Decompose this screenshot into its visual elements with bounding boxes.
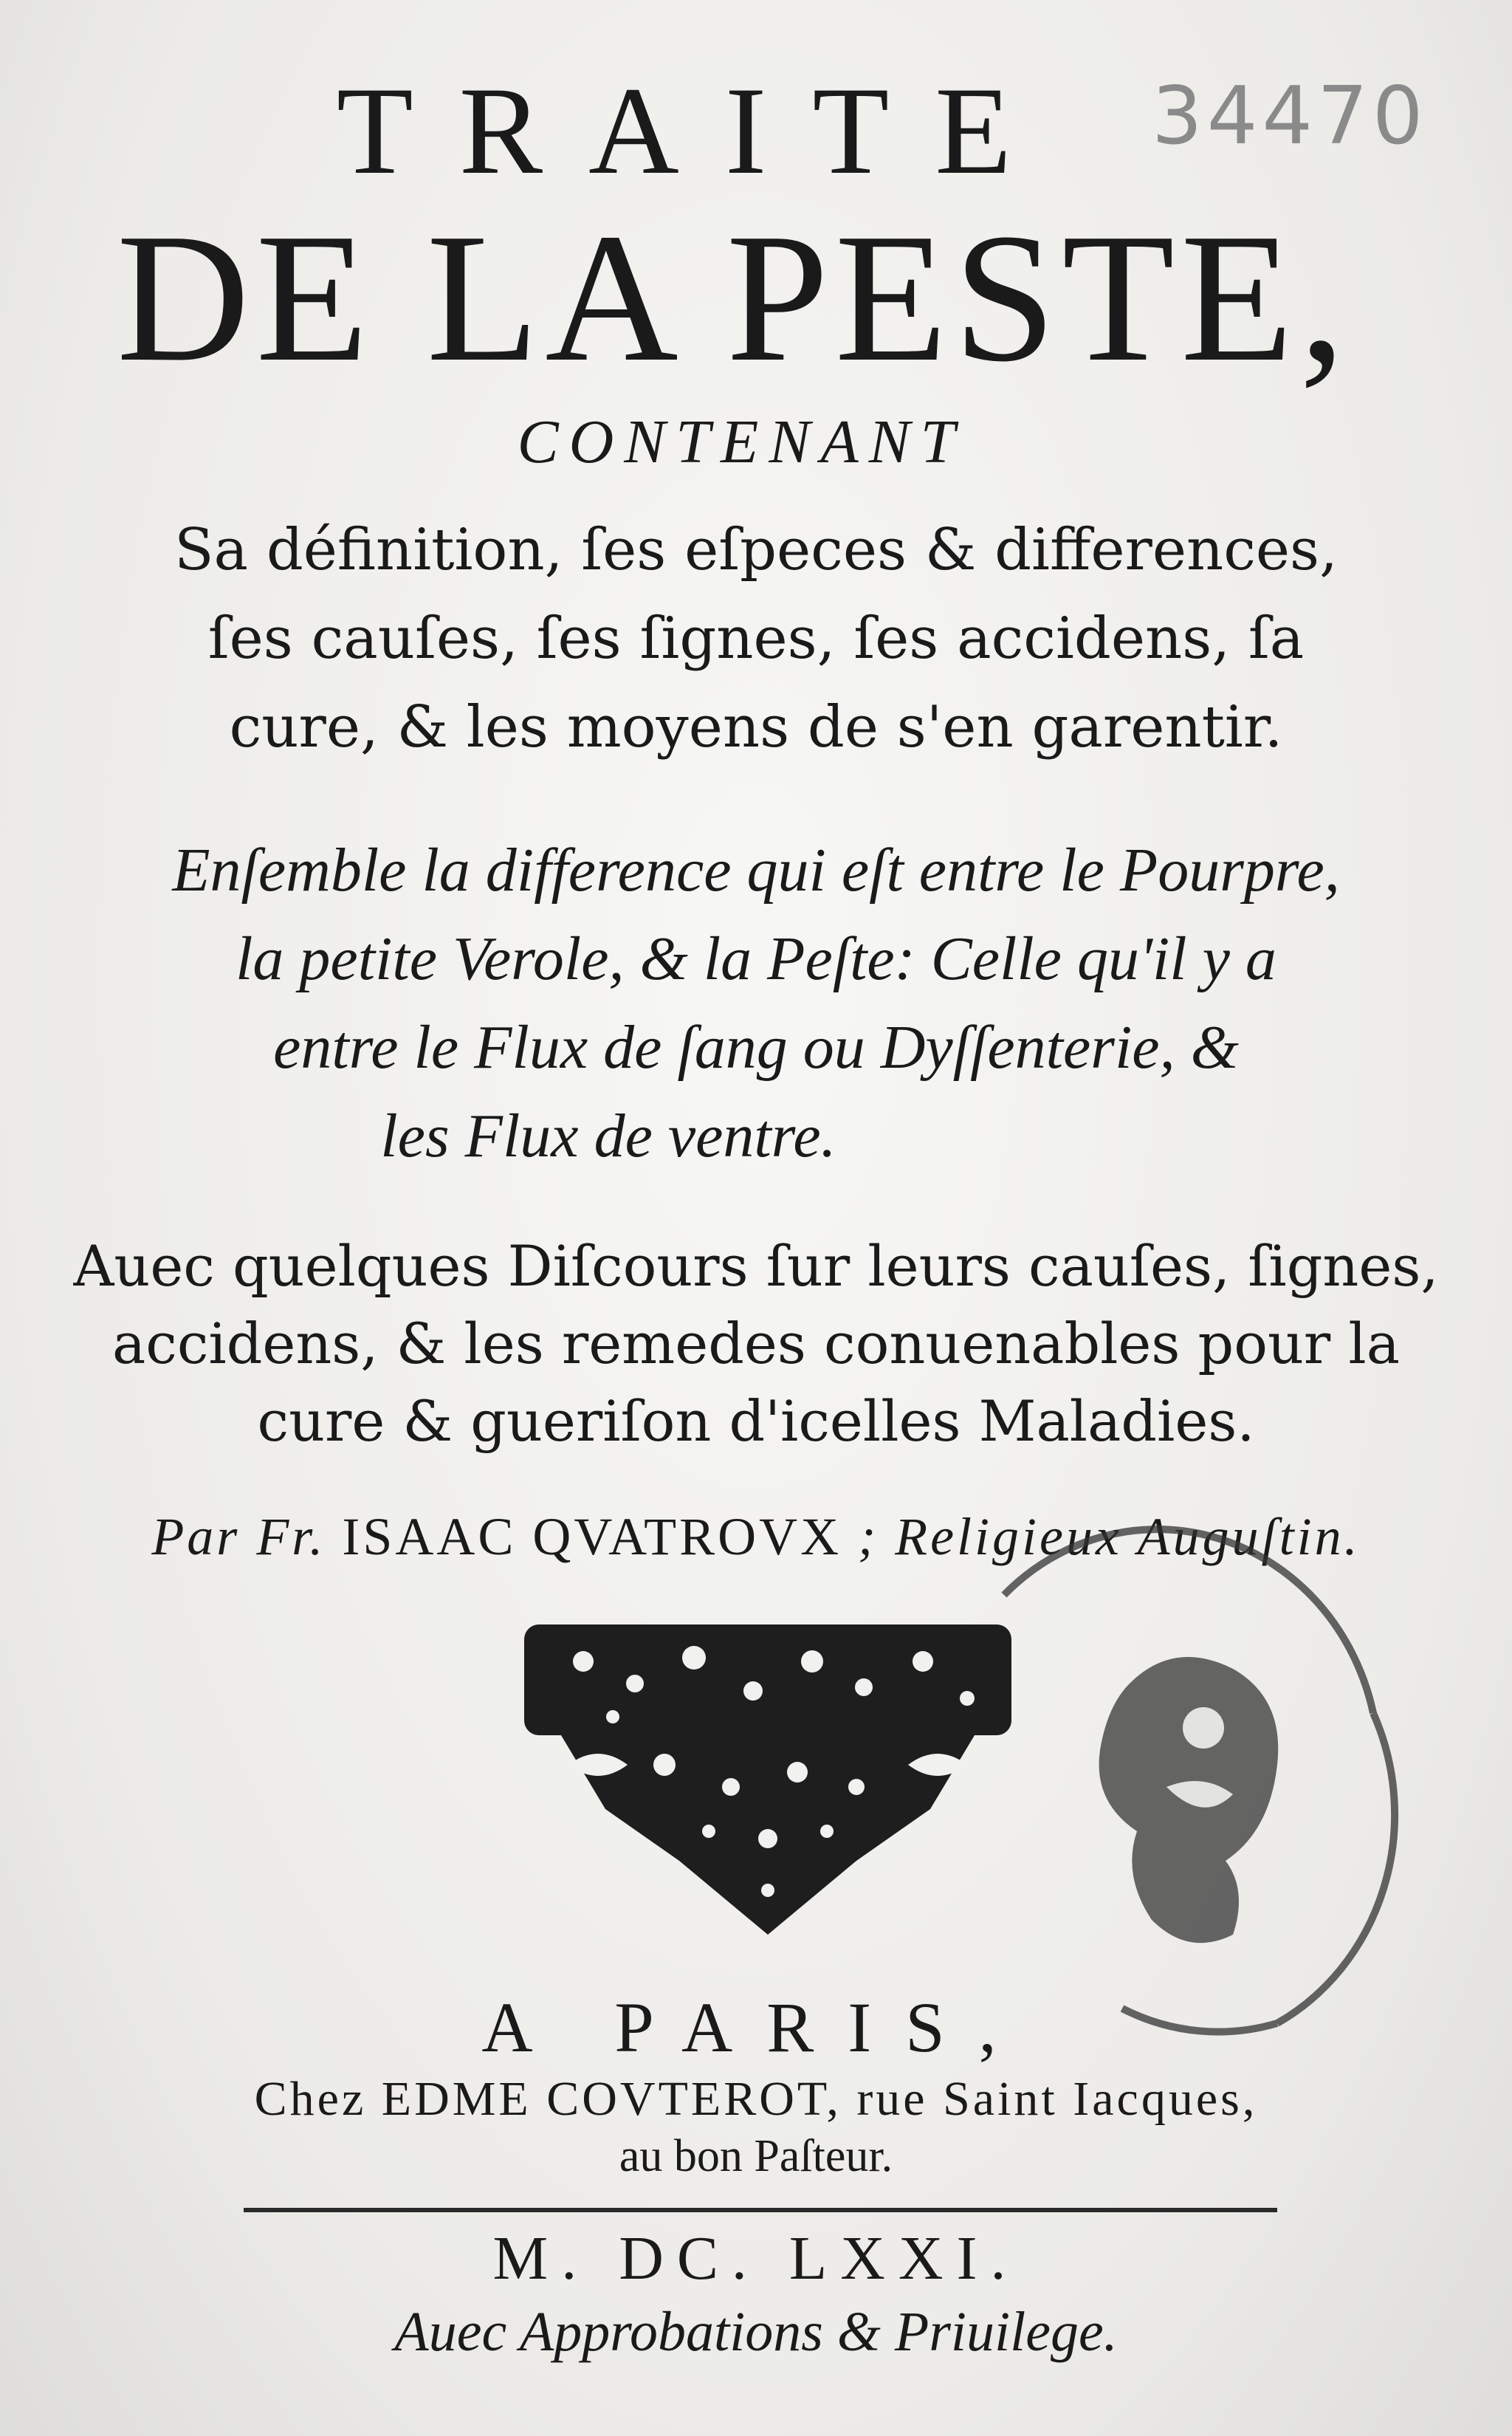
subtitle-p3-line3: cure & gueriſon d'icelles Maladies. [257,1388,1255,1454]
imprint-date: M. DC. LXXI. [492,2224,1020,2293]
subtitle-p2-line3: entre le Flux de ſang ou Dyſſenterie, & [273,1013,1239,1082]
horizontal-rule [244,2208,1277,2212]
shelfmark-number: 34470 [1152,70,1428,162]
author-suffix: ; Religieux Auguſtin. [858,1507,1361,1566]
title-line-traite: TRAITE [336,61,1058,200]
title-line-de-la-peste: DE LA PESTE, [116,196,1352,400]
title-line-contenant: CONTENANT [517,408,966,476]
subtitle-p1-line1: Sa définition, ſes eſpeces & differences, [174,517,1338,583]
subtitle-p3-line1: Auec quelques Diſcours ſur leurs cauſes, ſignes, [73,1233,1439,1299]
library-stamp [960,1492,1432,2053]
subtitle-p1-line3: cure, & les moyens de s'en garentir. [229,694,1283,761]
subtitle-p2-line1: Enſemble la difference qui eſt entre le Pourpre, [172,836,1340,905]
subtitle-p2-line2: la petite Verole, & la Peſte: Celle qu'il y a [236,924,1276,993]
imprint-publisher: Chez EDME COVTEROT, rue Saint Iacques, [254,2072,1258,2126]
subtitle-p1-line2: ſes cauſes, ſes ſignes, ſes accidens, ſa [207,605,1305,672]
subtitle-p3-line2: accidens, & les remedes conuenables pour la [111,1311,1401,1376]
imprint-privilege: Auec Approbations & Priuilege. [394,2301,1118,2363]
subtitle-p2-line4: les Flux de ventre. [380,1102,836,1170]
imprint-place: A PARIS, [481,1988,1031,2067]
printers-ornament [517,1617,1019,1942]
imprint-address: au bon Paſteur. [619,2131,893,2181]
author-name: ISAAC QVATROVX [342,1507,842,1566]
author-prefix: Par Fr. [151,1507,326,1566]
